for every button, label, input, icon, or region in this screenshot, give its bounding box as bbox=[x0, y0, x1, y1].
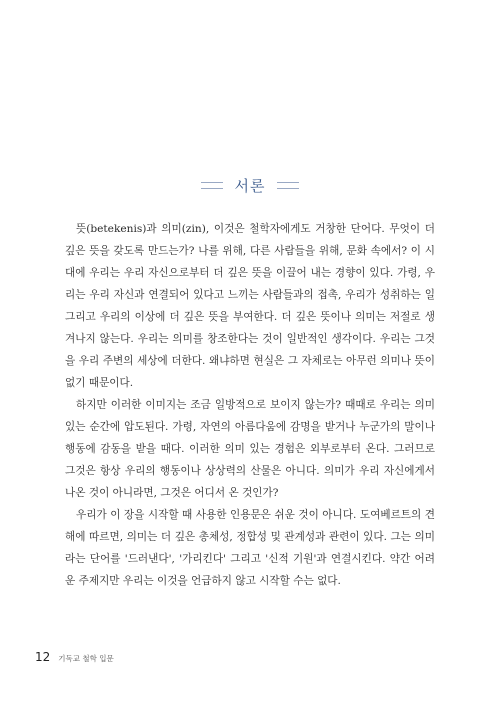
section-title: 서론 bbox=[234, 177, 266, 195]
paragraph: 우리가 이 장을 시작할 때 사용한 인용문은 쉬운 것이 아니다. 도여베르트의 견해에 따르면, 의미는 더 깊은 총체성, 정합성 및 관계성과 관련이 있다. 그는 의미라는 단어를 '드러낸다', '가리킨다' 그리고 '신적 기원'과 연결시킨다. 약간 어려운 주제지만 우리는 이것을 언급하지 않고 시작할 수는 없다. bbox=[65, 509, 435, 587]
paragraph: 하지만 이러한 이미지는 조금 일방적으로 보이지 않는가? 때때로 우리는 의미 있는 순간에 압도된다. 가령, 자연의 아름다움에 감명을 받거나 누군가의 말이나 행동에 감동을 받을 때다. 이러한 의미 있는 경험은 외부로부터 온다. 그러므로 그것은 항상 우리의 행동이나 상상력의 산물은 아니다. 의미가 우리 자신에게서 나온 것이 아니라면, 그것은 어디서 온 것인가? bbox=[65, 399, 435, 499]
paragraph: 뜻(betekenis)과 의미(zin), 이것은 철학자에게도 거창한 단어다. 무엇이 더 깊은 뜻을 갖도록 만드는가? 나를 위해, 다른 사람들을 위해, 문화 속에서? 이 시대에 우리는 우리 자신으로부터 더 깊은 뜻을 이끌어 내는 경향이 있다. 가령, 우리는 우리 자신과 연결되어 있다고 느끼는 사람들과의 접촉, 우리가 성취하는 일 그리고 우리의 이상에 더 깊은 뜻을 부여한다. 더 깊은 뜻이나 의미는 저절로 생겨나지 않는다. 우리는 의미를 창조한다는 것이 일반적인 생각이다. 우리는 그것을 우리 주변의 세상에 더한다. 왜냐하면 현실은 그 자체로는 아무런 의미나 뜻이 없기 때문이다. bbox=[65, 223, 435, 389]
heading-rule-right bbox=[277, 182, 299, 189]
page-number: 12 bbox=[35, 650, 51, 664]
heading-rule-left bbox=[201, 182, 223, 189]
section-heading bbox=[0, 175, 500, 196]
body-text bbox=[65, 218, 435, 592]
running-book-title: 기독교 철학 입문 bbox=[58, 654, 114, 663]
page-footer bbox=[35, 650, 114, 664]
